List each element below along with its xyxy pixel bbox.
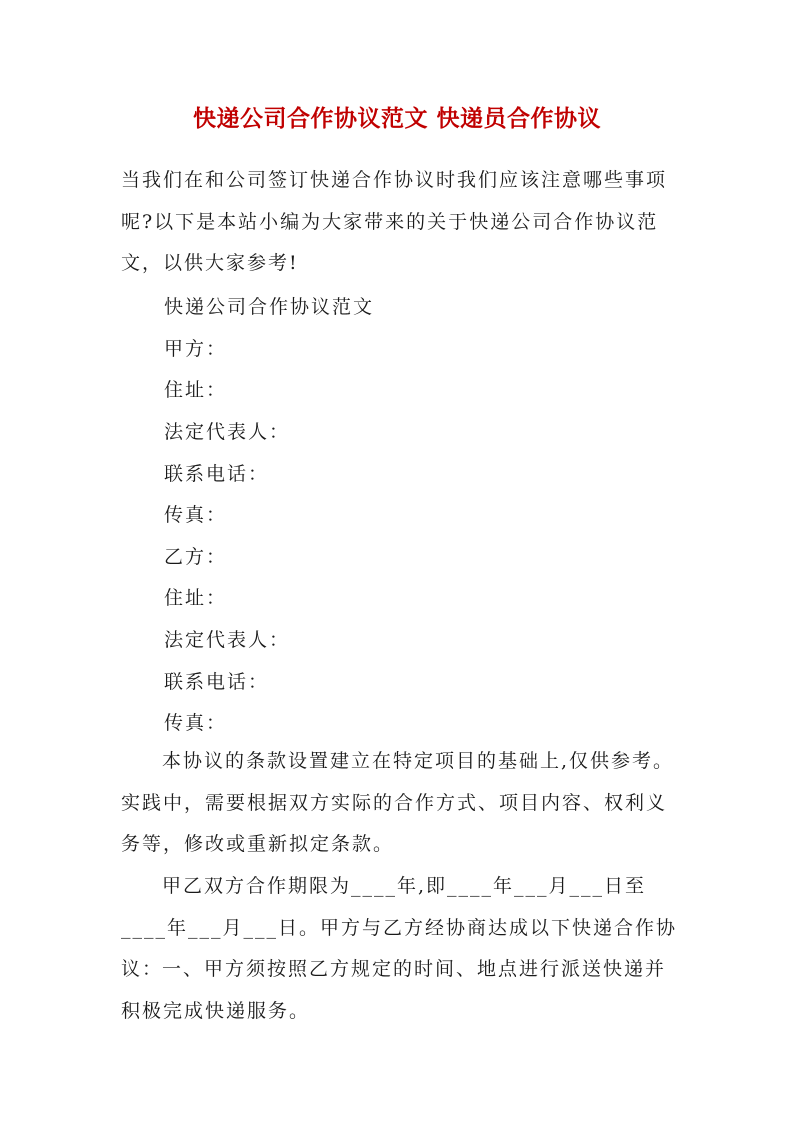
party-b-address: 住址： xyxy=(164,587,228,609)
party-a-legal-rep: 法定代表人： xyxy=(164,421,291,443)
party-a-label: 甲方： xyxy=(164,338,228,360)
party-a-fax: 传真： xyxy=(164,504,228,526)
clause-1-paragraph: 一、甲方须按照乙方规定的时间、地点进行派送快递并积极完成快递服务。 xyxy=(121,958,667,1022)
party-b-legal-rep: 法定代表人： xyxy=(164,629,291,651)
document-title: 快递公司合作协议范文 快递员合作协议 xyxy=(192,105,601,132)
party-b-label: 乙方： xyxy=(164,546,228,568)
party-b-fax: 传真： xyxy=(164,712,228,734)
agreement-heading: 快递公司合作协议范文 xyxy=(164,296,375,318)
party-a-address: 住址： xyxy=(164,379,228,401)
party-a-phone: 联系电话： xyxy=(164,463,270,485)
note-paragraph: 本协议的条款设置建立在特定项目的基础上,仅供参考。实践中，需要根据双方实际的合作方式、项目内容、权利义务等，修改或重新拟定条款。 xyxy=(121,750,675,855)
party-b-phone: 联系电话： xyxy=(164,671,270,693)
term-paragraph: 甲乙双方合作期限为____年,即____年___月___日至____年___月___日。甲方与乙方经协商达成以下快递合作协议： xyxy=(121,875,678,980)
intro-paragraph: 当我们在和公司签订快递合作协议时我们应该注意哪些事项呢?以下是本站小编为大家带来的关于快递公司合作协议范文，以供大家参考! xyxy=(121,169,668,274)
